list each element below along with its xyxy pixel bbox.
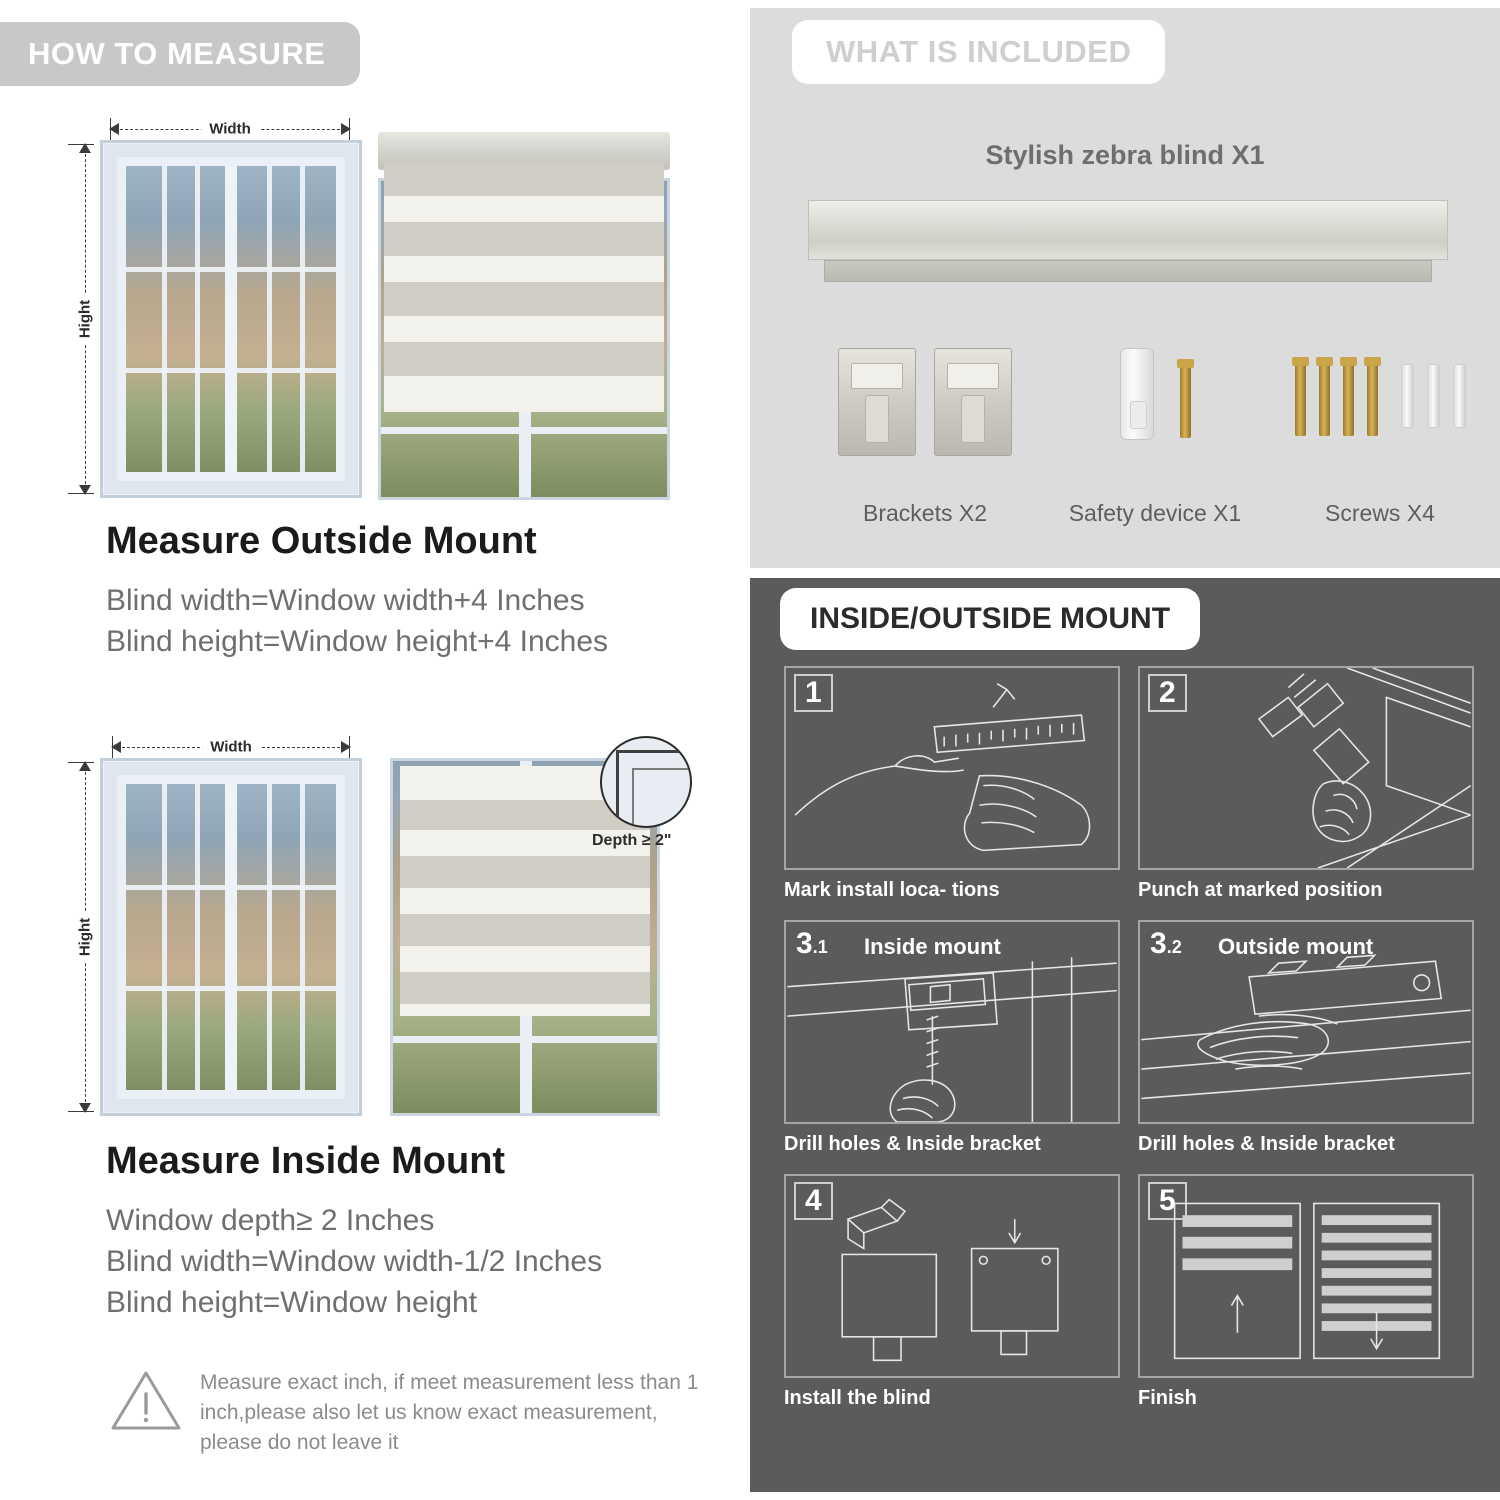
step-3-1-sketch xyxy=(786,922,1118,1122)
safety-device-icon xyxy=(1120,348,1154,440)
step-3-2-sketch xyxy=(1140,922,1472,1122)
step-3-2-image xyxy=(1138,920,1474,1124)
screw-icon xyxy=(1295,364,1306,436)
screw-icon xyxy=(1367,364,1378,436)
step-3-2-caption: Drill holes & Inside bracket xyxy=(1138,1133,1395,1155)
step-5-number: 5 xyxy=(1148,1182,1187,1220)
outside-mount-line-1: Blind width=Window width+4 Inches xyxy=(106,583,585,617)
how-to-measure-tab: HOW TO MEASURE xyxy=(0,22,360,86)
measurement-note xyxy=(110,1368,710,1457)
step-2-number: 2 xyxy=(1148,674,1187,712)
step-3-1-image xyxy=(784,920,1120,1124)
step-3-2-number: 3.2 xyxy=(1150,927,1182,960)
outside-mount-line-2: Blind height=Window height+4 Inches xyxy=(106,625,609,659)
part-screws xyxy=(1270,348,1490,526)
inside-mount-line-1: Window depth≥ 2 Inches xyxy=(106,1203,435,1237)
inside-outside-mount-panel xyxy=(750,578,1500,1492)
step-4 xyxy=(784,1174,1120,1410)
step-1-sketch xyxy=(786,668,1118,868)
inside-mount-line-2: Blind width=Window width-1/2 Inches xyxy=(106,1245,603,1279)
part-brackets xyxy=(810,348,1040,526)
wall-anchor-icon xyxy=(1453,364,1466,428)
how-to-measure-section xyxy=(0,0,742,1500)
step-1-number: 1 xyxy=(794,674,833,712)
outside-width-dimension xyxy=(110,118,350,140)
step-4-image xyxy=(784,1174,1120,1378)
outside-height-dimension xyxy=(72,144,98,494)
blind-outside-mount-illustration xyxy=(378,132,670,500)
step-5 xyxy=(1138,1174,1474,1410)
outside-mount-heading: Measure Outside Mount xyxy=(106,520,537,562)
screw-icon xyxy=(1343,364,1354,436)
part-safety-device xyxy=(1040,348,1270,526)
measurement-note-text: Measure exact inch, if meet measurement less than 1 inch,please also let us know exact measurement, please do not leave it xyxy=(200,1371,699,1454)
step-1 xyxy=(784,666,1120,902)
inside-outside-mount-tab: INSIDE/OUTSIDE MOUNT xyxy=(780,588,1200,650)
depth-callout-circle xyxy=(600,736,692,828)
step-4-number: 4 xyxy=(794,1182,833,1220)
outside-width-label: Width xyxy=(201,121,259,138)
window-illustration-inside xyxy=(100,758,362,1116)
zebra-blind-headrail-image xyxy=(808,200,1448,286)
step-5-image xyxy=(1138,1174,1474,1378)
screw-icon xyxy=(1319,364,1330,436)
warning-triangle-icon xyxy=(110,1368,182,1432)
outside-mount-text xyxy=(106,520,608,662)
outside-height-label: Hight xyxy=(77,294,94,344)
step-1-image xyxy=(784,666,1120,870)
step-4-caption: Install the blind xyxy=(784,1387,931,1409)
step-5-sketch xyxy=(1140,1176,1472,1376)
right-column xyxy=(742,0,1500,1500)
inside-width-dimension xyxy=(112,736,350,758)
bracket-icon xyxy=(838,348,916,456)
inside-mount-heading: Measure Inside Mount xyxy=(106,1140,506,1182)
safety-device-caption: Safety device X1 xyxy=(1068,500,1242,526)
screws-caption: Screws X4 xyxy=(1325,500,1435,526)
step-3-1-caption: Drill holes & Inside bracket xyxy=(784,1133,1041,1155)
step-3-2-subtitle: Outside mount xyxy=(1218,934,1374,959)
step-2 xyxy=(1138,666,1474,902)
screw-icon xyxy=(1180,366,1191,438)
step-3-1 xyxy=(784,920,1120,1156)
depth-label: Depth ≥ 2" xyxy=(592,832,672,849)
step-3-1-subtitle: Inside mount xyxy=(864,934,1001,959)
step-5-caption: Finish xyxy=(1138,1387,1197,1409)
inside-mount-text xyxy=(106,1140,602,1324)
step-4-sketch xyxy=(786,1176,1118,1376)
inside-mount-line-3: Blind height=Window height xyxy=(106,1286,478,1320)
step-2-caption: Punch at marked position xyxy=(1138,879,1383,901)
wall-anchor-icon xyxy=(1401,364,1414,428)
inside-height-dimension xyxy=(72,762,98,1112)
step-1-caption: Mark install loca- tions xyxy=(784,879,1000,901)
window-illustration-outside xyxy=(100,140,362,498)
step-3-1-number: 3.1 xyxy=(796,927,828,960)
included-parts-row xyxy=(750,348,1500,526)
what-is-included-panel xyxy=(750,8,1500,568)
step-3-2 xyxy=(1138,920,1474,1156)
brackets-caption: Brackets X2 xyxy=(863,500,987,526)
product-title: Stylish zebra blind X1 xyxy=(985,140,1265,170)
step-2-sketch xyxy=(1140,668,1472,868)
wall-anchor-icon xyxy=(1427,364,1440,428)
bracket-icon xyxy=(934,348,1012,456)
inside-height-label: Hight xyxy=(77,912,94,962)
what-is-included-tab: WHAT IS INCLUDED xyxy=(792,20,1165,84)
step-2-image xyxy=(1138,666,1474,870)
installation-steps-grid xyxy=(784,666,1474,1410)
inside-width-label: Width xyxy=(202,739,260,756)
